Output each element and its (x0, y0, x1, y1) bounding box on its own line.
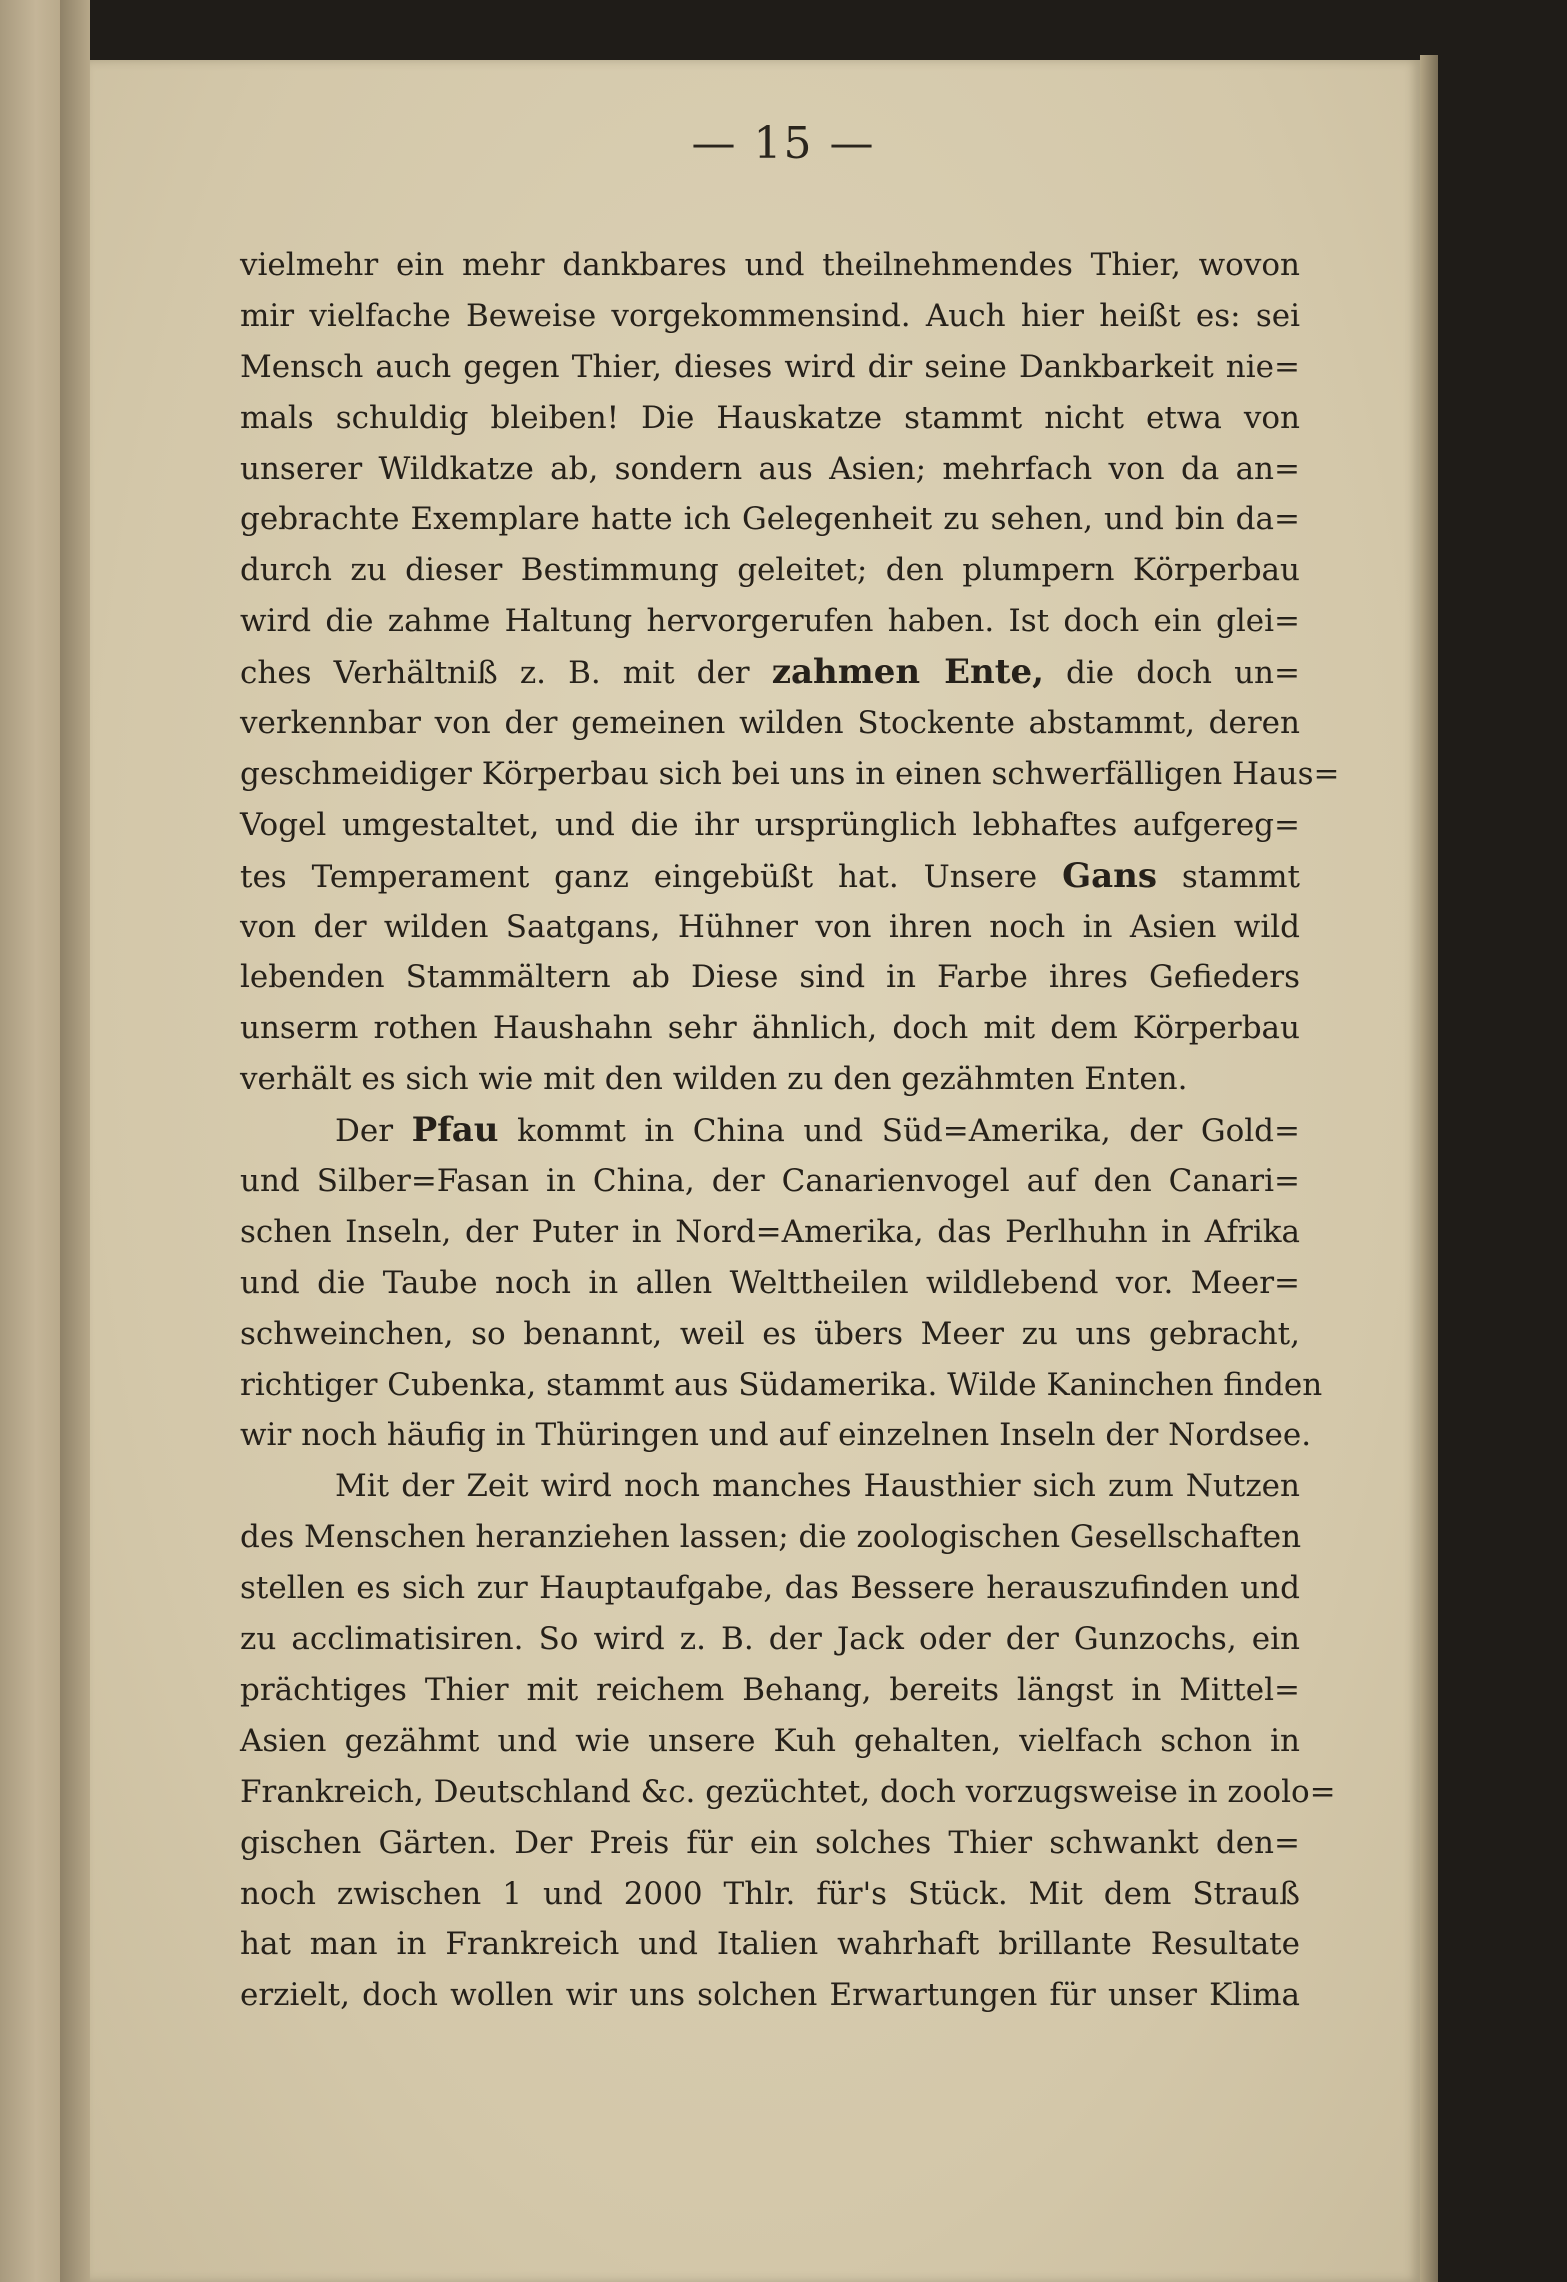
text-line (240, 1105, 1300, 1156)
emphasized-term: zahmen Ente, (771, 652, 1044, 693)
text-line: verkennbar von der gemeinen wilden Stockente abstammt, deren (240, 705, 1300, 742)
text-line: unserm rothen Haushahn sehr ähnlich, doch mit dem Körperbau (240, 1010, 1300, 1047)
text-line: gebrachte Exemplare hatte ich Gelegenheit zu sehen, und bin da= (240, 501, 1300, 538)
text-line: richtiger Cubenka, stammt aus Südamerika. Wilde Kaninchen finden (240, 1366, 1323, 1403)
text-line: vielmehr ein mehr dankbares und theilnehmendes Thier, wovon (240, 247, 1300, 283)
text-segment: Der (335, 1113, 412, 1150)
text-line: mals schuldig bleiben! Die Hauskatze stammt nicht etwa von (240, 399, 1300, 436)
text-segment: stammt (1157, 858, 1300, 895)
text-line: schen Inseln, der Puter in Nord=Amerika, das Perlhuhn in Afrika (240, 1213, 1300, 1250)
text-line: schweinchen, so benannt, weil es übers Meer zu uns gebracht, (240, 1315, 1300, 1352)
book-gutter (60, 0, 90, 2282)
text-line: zu acclimatisiren. So wird z. B. der Jack oder der Gunzochs, ein (240, 1621, 1300, 1658)
text-line: Mit der Zeit wird noch manches Hausthier sich zum Nutzen (335, 1468, 1300, 1505)
text-segment: kommt in China und Süd=Amerika, der Gold= (498, 1113, 1300, 1150)
text-line: verhält es sich wie mit den wilden zu den gezähmten Enten. (240, 1061, 1188, 1098)
text-line: von der wilden Saatgans, Hühner von ihren noch in Asien wild (240, 908, 1300, 945)
text-line: geschmeidiger Körperbau sich bei uns in einen schwerfälligen Haus= (240, 755, 1340, 792)
previous-page-edge (0, 0, 60, 2282)
text-line: lebenden Stammältern ab Diese sind in Farbe ihres Gefieders (240, 959, 1300, 996)
text-segment: tes Temperament ganz eingebüßt hat. Unsere (240, 858, 1063, 895)
text-segment: ches Verhältniß z. B. mit der (240, 655, 772, 692)
text-line: Frankreich, Deutschland &c. gezüchtet, doch vorzugsweise in zoolo= (240, 1773, 1336, 1810)
page-number: — 15 — (691, 118, 876, 169)
text-line (240, 851, 1300, 902)
text-line: Mensch auch gegen Thier, dieses wird dir seine Dankbarkeit nie= (240, 348, 1300, 385)
text-line: unserer Wildkatze ab, sondern aus Asien; mehrfach von da an= (240, 450, 1300, 487)
text-line: prächtiges Thier mit reichem Behang, bereits längst in Mittel= (240, 1671, 1300, 1708)
text-segment: die doch un= (1043, 655, 1300, 692)
text-line: gischen Gärten. Der Preis für ein solches Thier schwankt den= (240, 1824, 1300, 1861)
page-edge (1420, 55, 1438, 2282)
text-line: durch zu dieser Bestimmung geleitet; den plumpern Körperbau (240, 552, 1300, 589)
text-line: mir vielfache Beweise vorgekommensind. Auch hier heißt es: sei (240, 297, 1300, 334)
text-line: Vogel umgestaltet, und die ihr ursprünglich lebhaftes aufgereg= (240, 806, 1300, 843)
text-line: des Menschen heranziehen lassen; die zoologischen Gesellschaften (240, 1519, 1302, 1556)
text-line (240, 647, 1300, 698)
emphasized-term: Pfau (411, 1110, 499, 1151)
text-line: hat man in Frankreich und Italien wahrhaft brillante Resultate (240, 1926, 1300, 1963)
text-line: und die Taube noch in allen Welttheilen wildlebend vor. Meer= (240, 1264, 1300, 1301)
text-line: wir noch häufig in Thüringen und auf einzelnen Inseln der Nordsee. (240, 1417, 1312, 1454)
body-text (240, 240, 1340, 2021)
text-line: wird die zahme Haltung hervorgerufen haben. Ist doch ein glei= (240, 603, 1300, 640)
text-line: erzielt, doch wollen wir uns solchen Erwartungen für unser Klima (240, 1977, 1300, 2014)
text-line: Asien gezähmt und wie unsere Kuh gehalten, vielfach schon in (240, 1722, 1300, 1759)
text-line: noch zwischen 1 und 2000 Thlr. für's Stück. Mit dem Strauß (240, 1875, 1300, 1912)
emphasized-term: Gans (1062, 855, 1157, 896)
text-line: und Silber=Fasan in China, der Canarienvogel auf den Canari= (240, 1163, 1300, 1200)
text-line: stellen es sich zur Hauptaufgabe, das Bessere herauszufinden und (240, 1570, 1300, 1607)
